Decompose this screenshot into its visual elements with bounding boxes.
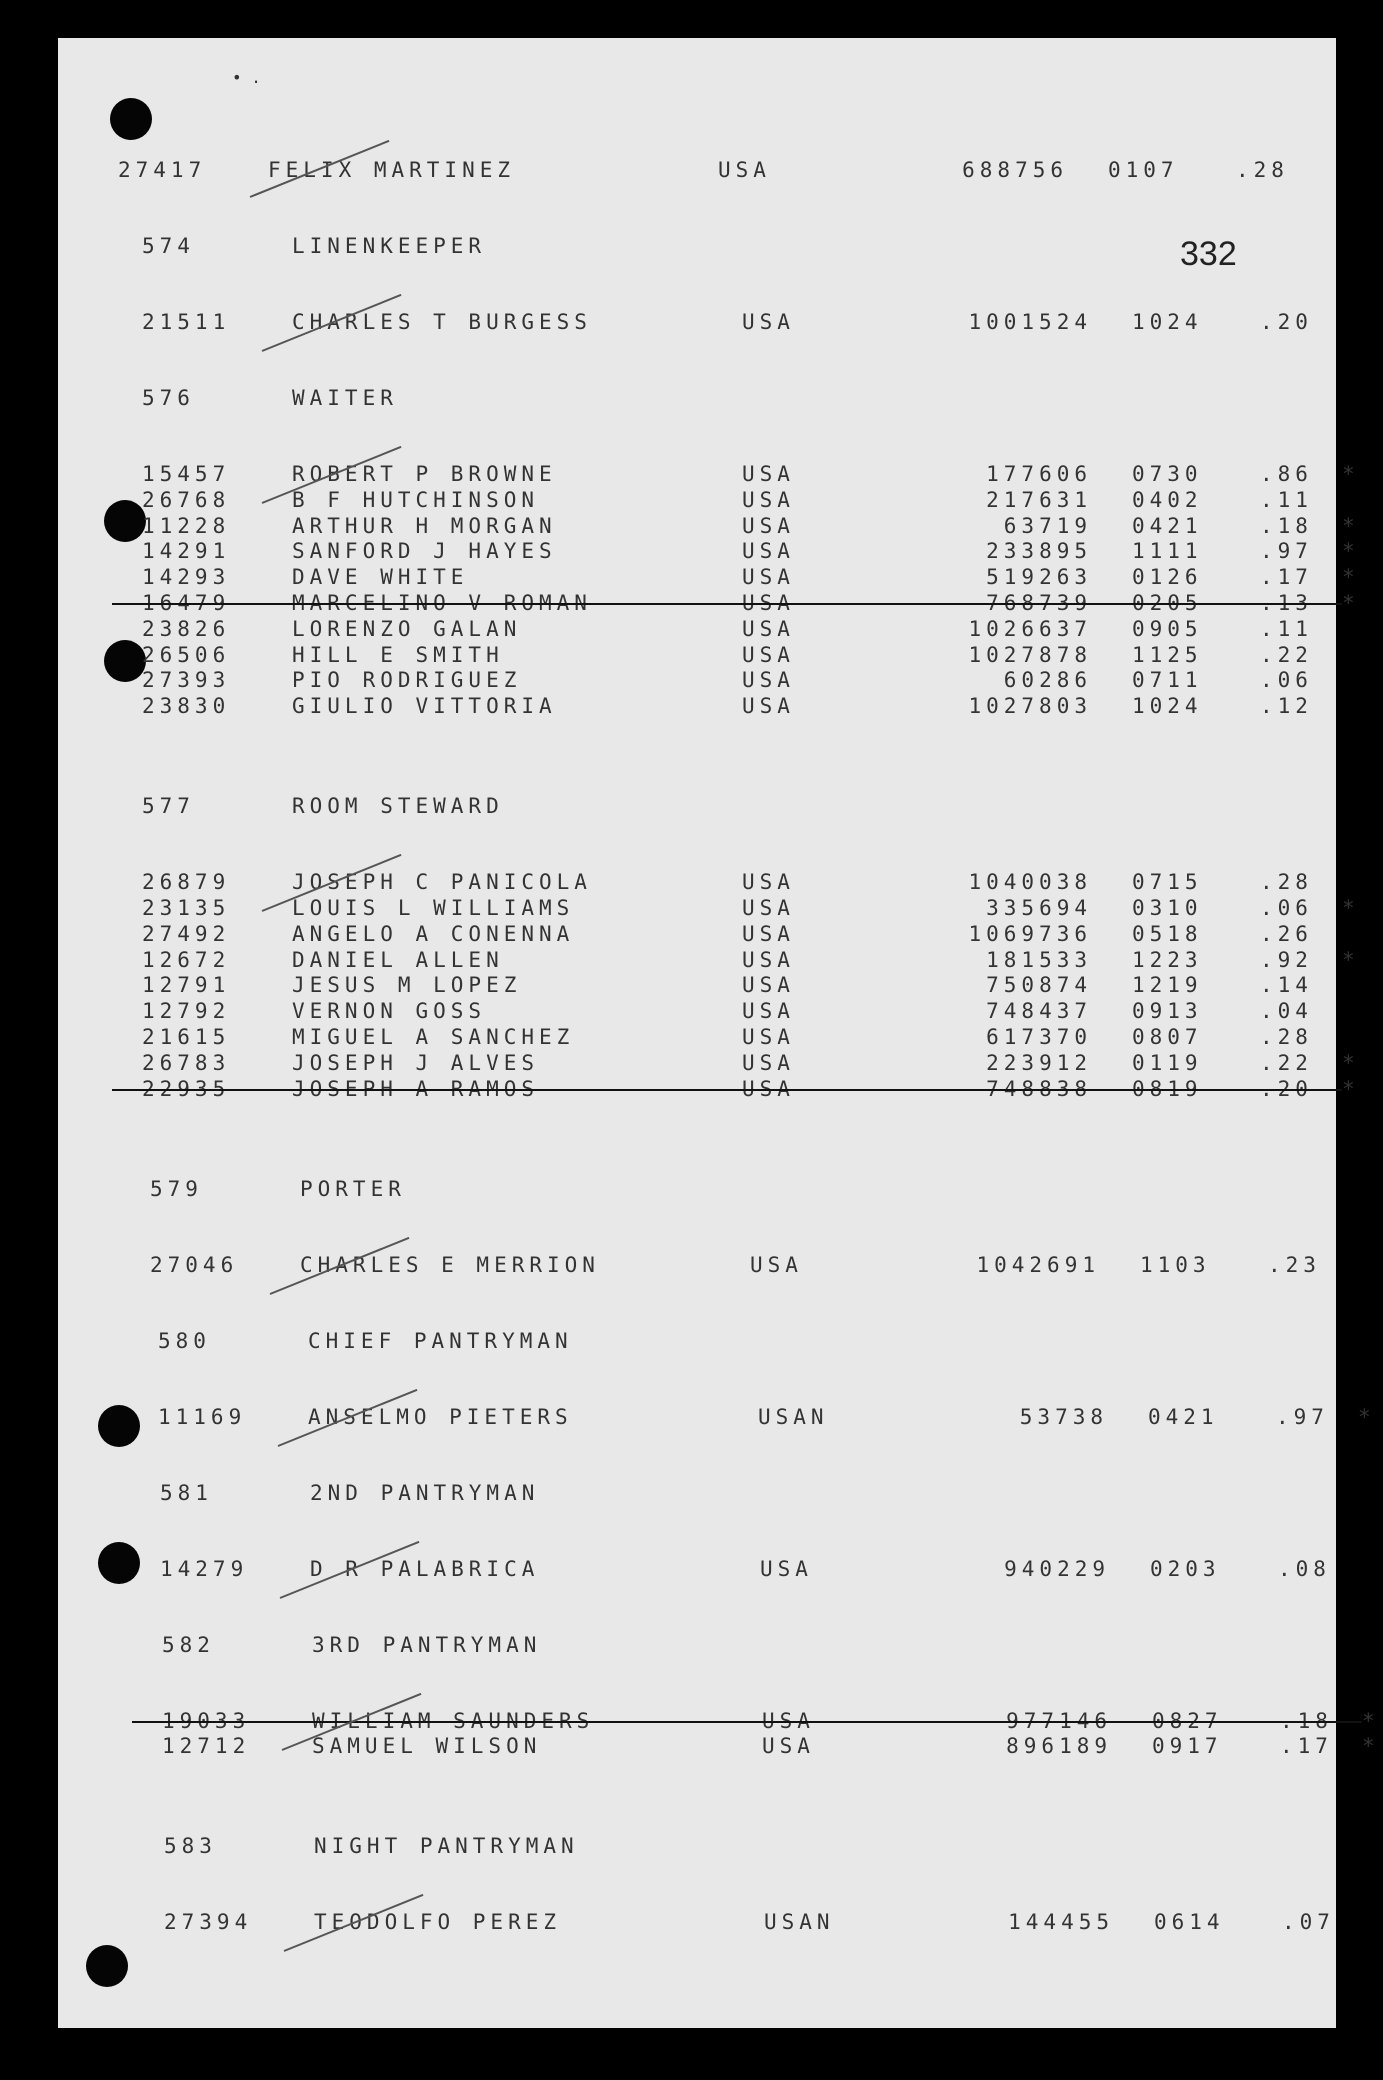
punch-hole (110, 98, 152, 140)
cell-rate: .28 (1236, 158, 1289, 182)
cell-id: 27393 (142, 668, 231, 693)
cell-code: 0402 (1132, 487, 1203, 512)
cell-code: 0917 (1152, 1734, 1223, 1759)
section-title: 3RD PANTRYMAN (312, 1632, 542, 1657)
cell-id: 16479 (142, 591, 231, 615)
cell-code: 0205 (1132, 591, 1203, 615)
cell-nationality: USA (742, 1050, 795, 1075)
cell-name: LORENZO GALAN (292, 616, 522, 641)
cell-code: 0203 (1150, 1556, 1221, 1581)
cell-rate: .86 (1260, 462, 1313, 486)
cell-nationality: USA (760, 1556, 813, 1581)
cell-number: 1026637 (968, 616, 1092, 641)
cell-name: WILLIAM SAUNDERS (312, 1708, 595, 1733)
section-code: 579 (150, 1176, 203, 1201)
cell-number: 748437 (986, 999, 1092, 1024)
cell-nationality: USA (742, 921, 795, 946)
section-code: 577 (142, 794, 195, 819)
page-number: 332 (1180, 235, 1237, 273)
cell-name: B F HUTCHINSON (292, 487, 540, 512)
cell-id: 12672 (142, 947, 231, 972)
cell-nationality: USA (742, 642, 795, 667)
cell-id: 15457 (142, 462, 231, 486)
cell-id: 26768 (142, 487, 231, 512)
cell-nationality: USA (742, 1025, 795, 1049)
cell-number: 233895 (986, 539, 1092, 564)
cell-code: 0711 (1132, 668, 1203, 693)
cell-star: * (1342, 1076, 1360, 1101)
cell-id: 14279 (160, 1556, 249, 1581)
cell-name: LOUIS L WILLIAMS (292, 896, 575, 920)
cell-id: 11169 (158, 1404, 247, 1429)
cell-rate: .11 (1260, 616, 1313, 641)
cell-number: 519263 (986, 565, 1092, 590)
cell-code: 0614 (1154, 1910, 1225, 1935)
cell-star: * (1342, 1050, 1360, 1075)
cell-rate: .22 (1260, 1050, 1313, 1075)
cell-number: 60286 (1003, 668, 1092, 693)
cell-id: 23830 (142, 694, 231, 719)
cell-nationality: USAN (764, 1910, 835, 1935)
cell-number: 617370 (986, 1025, 1092, 1049)
cell-name: JOSEPH A RAMOS (292, 1076, 540, 1101)
section-code: 581 (160, 1480, 213, 1505)
cell-name: FELIX MARTINEZ (268, 158, 516, 182)
cell-nationality: USA (742, 973, 795, 998)
cell-rate: .97 (1260, 539, 1313, 564)
cell-number: 1027878 (968, 642, 1092, 667)
cell-code: 0107 (1108, 158, 1179, 182)
cell-id: 22935 (142, 1076, 231, 1101)
cell-nationality: USA (742, 947, 795, 972)
cell-name: PIO RODRIGUEZ (292, 668, 522, 693)
cell-nationality: USA (742, 487, 795, 512)
cell-name: SANFORD J HAYES (292, 539, 557, 564)
cell-name: ANSELMO PIETERS (308, 1404, 573, 1429)
cell-id: 19033 (162, 1708, 251, 1733)
cell-number: 1042691 (976, 1252, 1100, 1277)
cell-rate: .17 (1280, 1734, 1333, 1759)
cell-name: JOSEPH J ALVES (292, 1050, 540, 1075)
cell-nationality: USA (750, 1252, 803, 1277)
cell-id: 21511 (142, 310, 231, 334)
section-code: 576 (142, 386, 195, 410)
cell-code: 1219 (1132, 973, 1203, 998)
cell-star: * (1342, 896, 1360, 920)
cell-name: ARTHUR H MORGAN (292, 513, 557, 538)
cell-code: 0126 (1132, 565, 1203, 590)
punch-hole (86, 1945, 128, 1987)
cell-id: 26506 (142, 642, 231, 667)
cell-code: 1111 (1132, 539, 1203, 564)
cell-star: * (1342, 947, 1360, 972)
cell-id: 26783 (142, 1050, 231, 1075)
cell-nationality: USA (742, 616, 795, 641)
cell-id: 14293 (142, 565, 231, 590)
cell-name: D R PALABRICA (310, 1556, 540, 1581)
section-title: NIGHT PANTRYMAN (314, 1834, 579, 1859)
cell-nationality: USA (742, 513, 795, 538)
cell-id: 12792 (142, 999, 231, 1024)
cell-nationality: USA (762, 1708, 815, 1733)
cell-number: 748838 (986, 1076, 1092, 1101)
cell-name: SAMUEL WILSON (312, 1734, 542, 1759)
cell-number: 177606 (986, 462, 1092, 486)
cell-nationality: USA (742, 999, 795, 1024)
cell-number: 217631 (986, 487, 1092, 512)
cell-rate: .17 (1260, 565, 1313, 590)
section-code: 580 (158, 1328, 211, 1353)
cell-id: 26879 (142, 870, 231, 895)
cell-id: 27492 (142, 921, 231, 946)
cell-star: * (1342, 565, 1360, 590)
cell-name: MIGUEL A SANCHEZ (292, 1025, 575, 1049)
cell-code: 0421 (1132, 513, 1203, 538)
cell-star: * (1362, 1734, 1380, 1759)
top-tick-mark: • . (232, 68, 261, 87)
cell-code: 0518 (1132, 921, 1203, 946)
cell-rate: .23 (1268, 1252, 1321, 1277)
cell-code: 0421 (1148, 1404, 1219, 1429)
cell-star: * (1342, 513, 1360, 538)
cell-nationality: USA (742, 694, 795, 719)
cell-code: 0827 (1152, 1708, 1223, 1733)
cell-name: DANIEL ALLEN (292, 947, 504, 972)
cell-number: 940229 (1004, 1556, 1110, 1581)
cell-code: 1125 (1132, 642, 1203, 667)
cell-name: JESUS M LOPEZ (292, 973, 522, 998)
cell-nationality: USA (718, 158, 771, 182)
cell-code: 0119 (1132, 1050, 1203, 1075)
cell-rate: .20 (1260, 1076, 1313, 1101)
cell-number: 1001524 (968, 310, 1092, 334)
cell-rate: .22 (1260, 642, 1313, 667)
cell-id: 12712 (162, 1734, 251, 1759)
cell-rate: .12 (1260, 694, 1313, 719)
cell-id: 27417 (118, 158, 207, 182)
cell-rate: .06 (1260, 896, 1313, 920)
cell-rate: .11 (1260, 487, 1313, 512)
section-title: 2ND PANTRYMAN (310, 1480, 540, 1505)
cell-number: 1027803 (968, 694, 1092, 719)
cell-nationality: USA (762, 1734, 815, 1759)
cell-name: CHARLES T BURGESS (292, 310, 592, 334)
cell-number: 53738 (1019, 1404, 1108, 1429)
cell-id: 23826 (142, 616, 231, 641)
cell-rate: .97 (1276, 1404, 1329, 1429)
section-title: ROOM STEWARD (292, 794, 504, 819)
cell-nationality: USA (742, 539, 795, 564)
cell-nationality: USA (742, 1076, 795, 1101)
cell-rate: .07 (1282, 1910, 1335, 1935)
cell-code: 1024 (1132, 310, 1203, 334)
cell-code: 0715 (1132, 870, 1203, 895)
cell-number: 750874 (986, 973, 1092, 998)
cell-number: 63719 (1003, 513, 1092, 538)
cell-name: MARCELINO V ROMAN (292, 591, 592, 615)
cell-code: 0913 (1132, 999, 1203, 1024)
cell-star: * (1358, 1404, 1376, 1429)
cell-nationality: USAN (758, 1404, 829, 1429)
cell-star: * (1362, 1708, 1380, 1733)
cell-id: 21615 (142, 1025, 231, 1049)
cell-nationality: USA (742, 462, 795, 486)
cell-rate: .92 (1260, 947, 1313, 972)
punch-hole (104, 500, 146, 542)
cell-name: HILL E SMITH (292, 642, 504, 667)
cell-rate: .18 (1260, 513, 1313, 538)
cell-name: DAVE WHITE (292, 565, 469, 590)
section-code: 582 (162, 1632, 215, 1657)
cell-code: 1103 (1140, 1252, 1211, 1277)
cell-nationality: USA (742, 896, 795, 920)
cell-rate: .08 (1278, 1556, 1331, 1581)
cell-id: 27394 (164, 1910, 253, 1935)
cell-number: 1040038 (968, 870, 1092, 895)
cell-star: * (1342, 539, 1360, 564)
cell-name: ANGELO A CONENNA (292, 921, 575, 946)
cell-code: 0310 (1132, 896, 1203, 920)
cell-rate: .26 (1260, 921, 1313, 946)
cell-rate: .20 (1260, 310, 1313, 334)
cell-code: 0807 (1132, 1025, 1203, 1049)
cell-code: 0905 (1132, 616, 1203, 641)
cell-name: VERNON GOSS (292, 999, 487, 1024)
punch-hole (98, 1405, 140, 1447)
cell-id: 23135 (142, 896, 231, 920)
section-title: CHIEF PANTRYMAN (308, 1328, 573, 1353)
cell-star: * (1342, 462, 1360, 486)
cell-rate: .06 (1260, 668, 1313, 693)
section-code: 583 (164, 1834, 217, 1859)
cell-code: 1223 (1132, 947, 1203, 972)
cell-id: 12791 (142, 973, 231, 998)
cell-number: 335694 (986, 896, 1092, 920)
cell-name: TEODOLFO PEREZ (314, 1910, 562, 1935)
punch-hole (98, 1542, 140, 1584)
cell-number: 688756 (962, 158, 1068, 182)
cell-name: ROBERT P BROWNE (292, 462, 557, 486)
cell-rate: .28 (1260, 1025, 1313, 1049)
section-title: WAITER (292, 386, 398, 410)
cell-number: 1069736 (968, 921, 1092, 946)
cell-number: 977146 (1006, 1708, 1112, 1733)
cell-name: GIULIO VITTORIA (292, 694, 557, 719)
cell-id: 14291 (142, 539, 231, 564)
cell-rate: .04 (1260, 999, 1313, 1024)
cell-number: 896189 (1006, 1734, 1112, 1759)
cell-id: 27046 (150, 1252, 239, 1277)
cell-number: 223912 (986, 1050, 1092, 1075)
cell-nationality: USA (742, 668, 795, 693)
section-title: LINENKEEPER (292, 234, 487, 258)
section-code: 574 (142, 234, 195, 258)
cell-number: 181533 (986, 947, 1092, 972)
cell-number: 144455 (1008, 1910, 1114, 1935)
cell-nationality: USA (742, 565, 795, 590)
cell-code: 0730 (1132, 462, 1203, 486)
punch-hole (104, 640, 146, 682)
cell-nationality: USA (742, 870, 795, 895)
cell-nationality: USA (742, 310, 795, 334)
section-title: PORTER (300, 1176, 406, 1201)
cell-star: * (1342, 591, 1360, 615)
cell-rate: .14 (1260, 973, 1313, 998)
cell-code: 1024 (1132, 694, 1203, 719)
cell-rate: .13 (1260, 591, 1313, 615)
cell-id: 11228 (142, 513, 231, 538)
cell-number: 768739 (986, 591, 1092, 615)
cell-name: CHARLES E MERRION (300, 1252, 600, 1277)
cell-code: 0819 (1132, 1076, 1203, 1101)
cell-nationality: USA (742, 591, 795, 615)
cell-name: JOSEPH C PANICOLA (292, 870, 592, 895)
cell-rate: .28 (1260, 870, 1313, 895)
cell-rate: .18 (1280, 1708, 1333, 1733)
